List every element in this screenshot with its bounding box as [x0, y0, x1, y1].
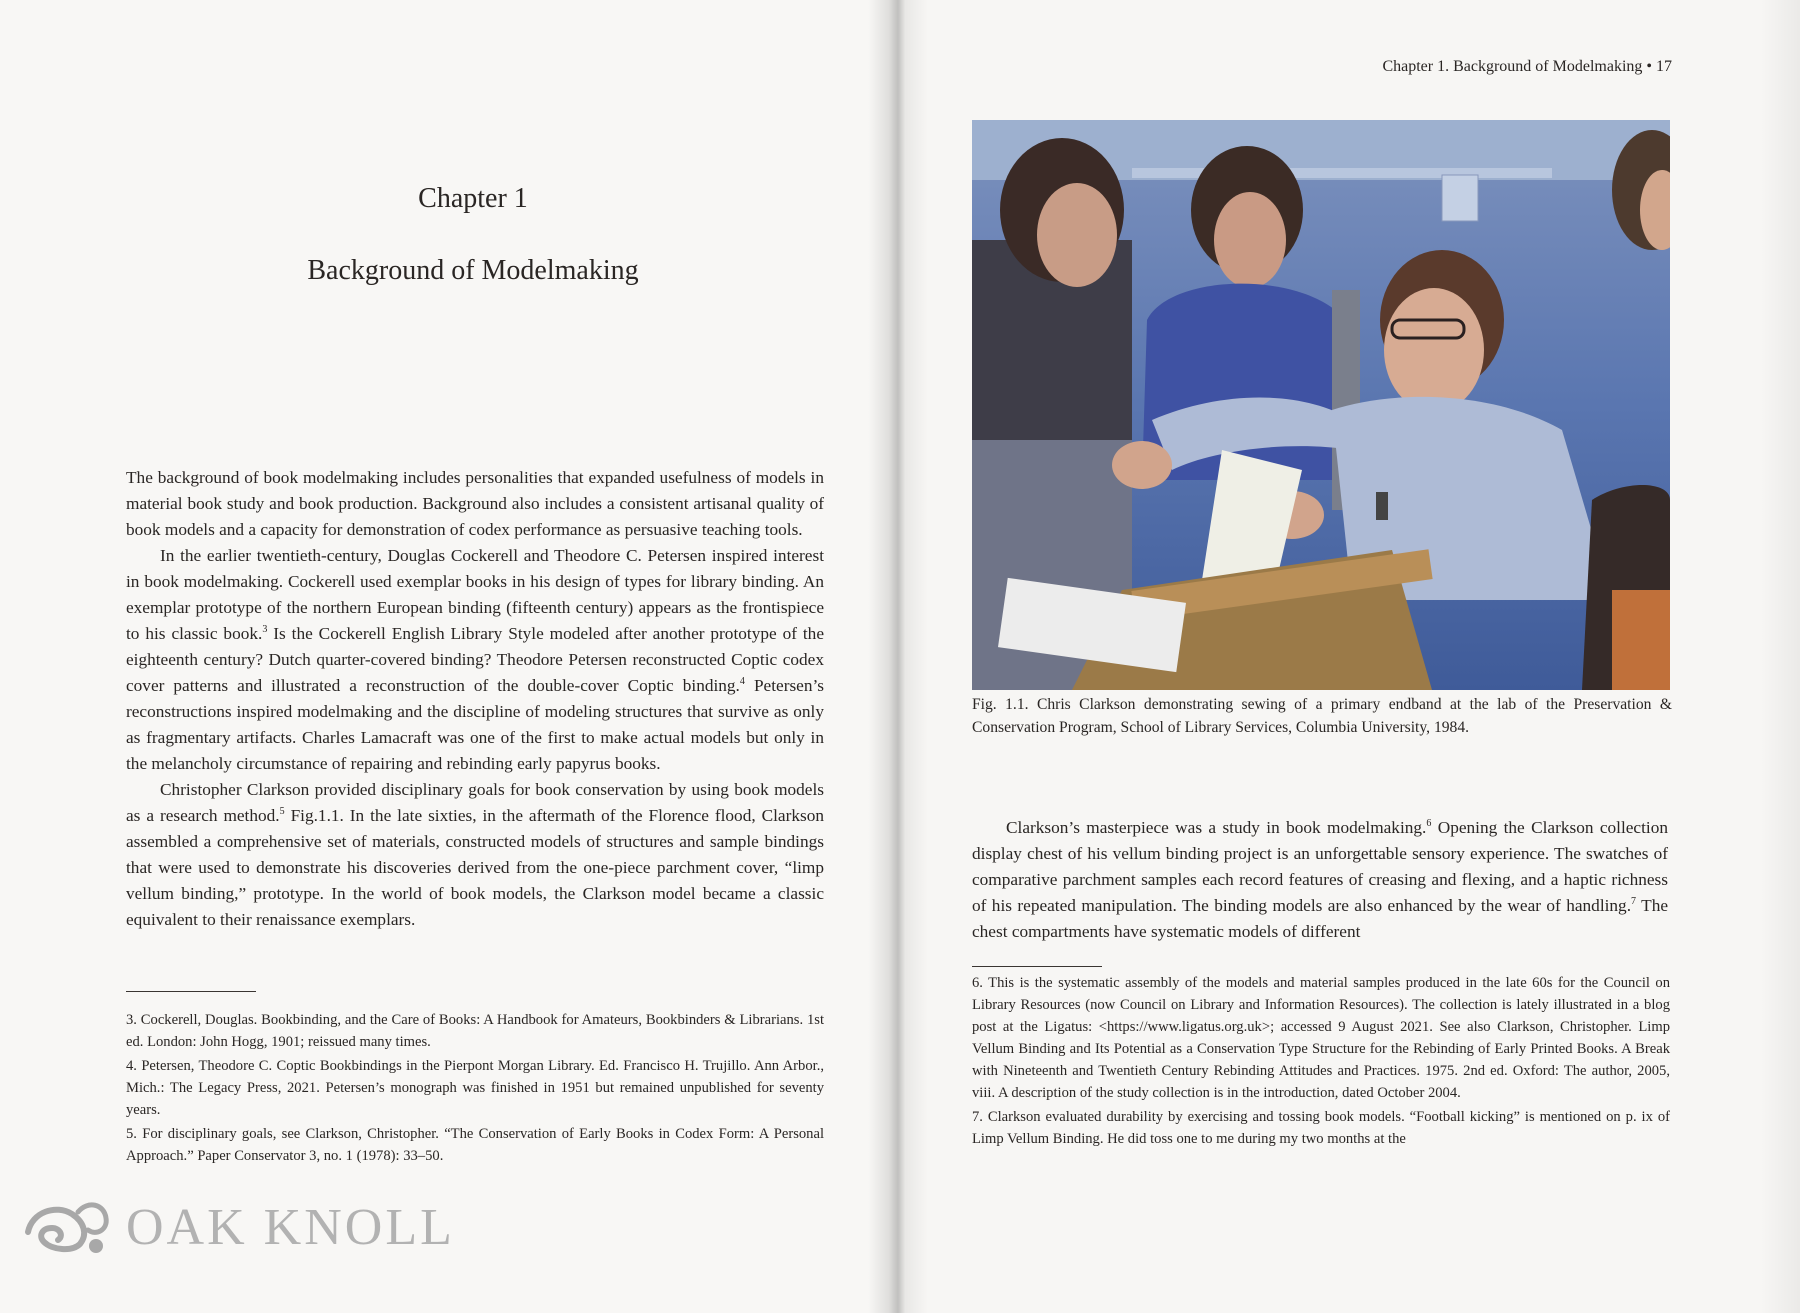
- footnote: 5. For disciplinary goals, see Clarkson, Christopher. “The Conservation of Early Books in Codex Form: A Personal Approach.” Paper Conservator 3, no. 1 (1978): 33–50.: [126, 1126, 824, 1164]
- note-ref: 3: [262, 624, 268, 636]
- oak-leaf-logo-icon: [22, 1192, 112, 1262]
- footnote-divider: [126, 991, 256, 992]
- right-footnotes: [972, 972, 1670, 1152]
- footnote-divider: [972, 966, 1102, 967]
- note-ref: 6: [1426, 818, 1432, 830]
- footnote: 4. Petersen, Theodore C. Coptic Bookbindings in the Pierpont Morgan Library. Ed. Francisco H. Trujillo. Ann Arbor., Mich.: The Legacy Press, 2021. Petersen’s monograph was finished in 1951 but remained unpublished for seventy years.: [126, 1058, 824, 1118]
- paragraph: Christopher Clarkson provided disciplinary goals for book conservation by using book models as a research method.$^5$ Fig.1.1. In the late sixties, in the aftermath of the Florence flood, Clarkson assembled a comprehensive set of materials, constructed models of structures and sample bindings that were used to demonstrate his discoveries derived from the one-piece parchment cover, “limp vellum binding,” prototype. In the world of book models, the Clarkson model became a classic equivalent to their renaissance exemplars.: [126, 780, 825, 929]
- right-body-text: [972, 815, 1668, 945]
- note-ref: 7: [1631, 896, 1637, 908]
- footnote: 7. Clarkson evaluated durability by exercising and tossing book models. “Football kicking” is mentioned on p. ix of Limp Vellum Binding. He did toss one to me during my two months at the: [972, 1109, 1670, 1147]
- left-body-text: [126, 465, 824, 933]
- photo-illustration: [972, 120, 1670, 690]
- figure-photo: [972, 120, 1670, 690]
- chapter-title: Background of Modelmaking: [307, 255, 639, 286]
- left-page: [0, 0, 892, 1313]
- oak-knoll-watermark: [22, 1192, 462, 1262]
- note-ref: 5: [279, 806, 285, 818]
- running-head: Chapter 1. Background of Modelmaking • 17: [1382, 58, 1672, 75]
- footnote: 3. Cockerell, Douglas. Bookbinding, and the Care of Books: A Handbook for Amateurs, Bookbinders & Librarians. 1st ed. London: John Hogg, 1901; reissued many times.: [126, 1012, 824, 1050]
- watermark-text: OAK KNOLL: [126, 1199, 455, 1256]
- footnote: 6. This is the systematic assembly of the models and material samples produced in the late 60s for the Council on Library Resources (now Council on Library and Information Resources). The collection is lately illustrated in a blog post at the Ligatus: <https://www.ligatus.org.uk>; accessed 9 August 2021. See also Clarkson, Christopher. Limp Vellum Binding and Its Potential as a Conservation Type Structure for the Rebinding of Early Printed Books. A Break with Nineteenth and Twentieth Century Rebinding Attitudes and Practices. 1975. 2nd ed. Oxford: The author, 2005, viii. A description of the study collection is in the introduction, dated October 2004.: [972, 975, 1670, 1101]
- paragraph: Clarkson’s masterpiece was a study in book modelmaking.$^6$ Opening the Clarkson collection display chest of his vellum binding project is an unforgettable sensory experience. The swatches of comparative parchment samples each record features of creasing and flexing, and a haptic richness of his repeated manipulation. The binding models are also enhanced by the wear of handling.$^7$ The chest compartments have systematic models of different: [972, 818, 1669, 941]
- note-ref: 4: [739, 676, 745, 688]
- chapter-number: Chapter 1: [418, 183, 528, 214]
- left-footnotes: [126, 1009, 824, 1169]
- figure-caption: Fig. 1.1. Chris Clarkson demonstrating sewing of a primary endband at the lab of the Preservation & Conservation Program, School of Library Services, Columbia University, 1984.: [972, 696, 1672, 736]
- paragraph: The background of book modelmaking includes personalities that expanded usefulness of models in material book study and book production. Background also includes a consistent artisanal quality of book models and a capacity for demonstration of codex performance as persuasive teaching tools.: [126, 468, 824, 539]
- paragraph: In the earlier twentieth-century, Douglas Cockerell and Theodore C. Petersen inspired interest in book modelmaking. Cockerell used exemplar books in his design of types for library binding. An exemplar prototype of the northern European binding (fifteenth century) appears as the frontispiece to his classic book.$^3$ Is the Cockerell English Library Style modeled after another prototype of the eighteenth century? Dutch quarter-covered binding? Theodore Petersen reconstructed Coptic codex cover patterns and illustrated a reconstruction of the double-cover Coptic binding.$^4$ Petersen’s reconstructions inspired modelmaking and the discipline of modeling structures that survive as only as fragmentary artifacts. Charles Lamacraft was one of the first to make actual models but only in the melancholy circumstance of repairing and rebinding early papyrus books.: [126, 546, 825, 773]
